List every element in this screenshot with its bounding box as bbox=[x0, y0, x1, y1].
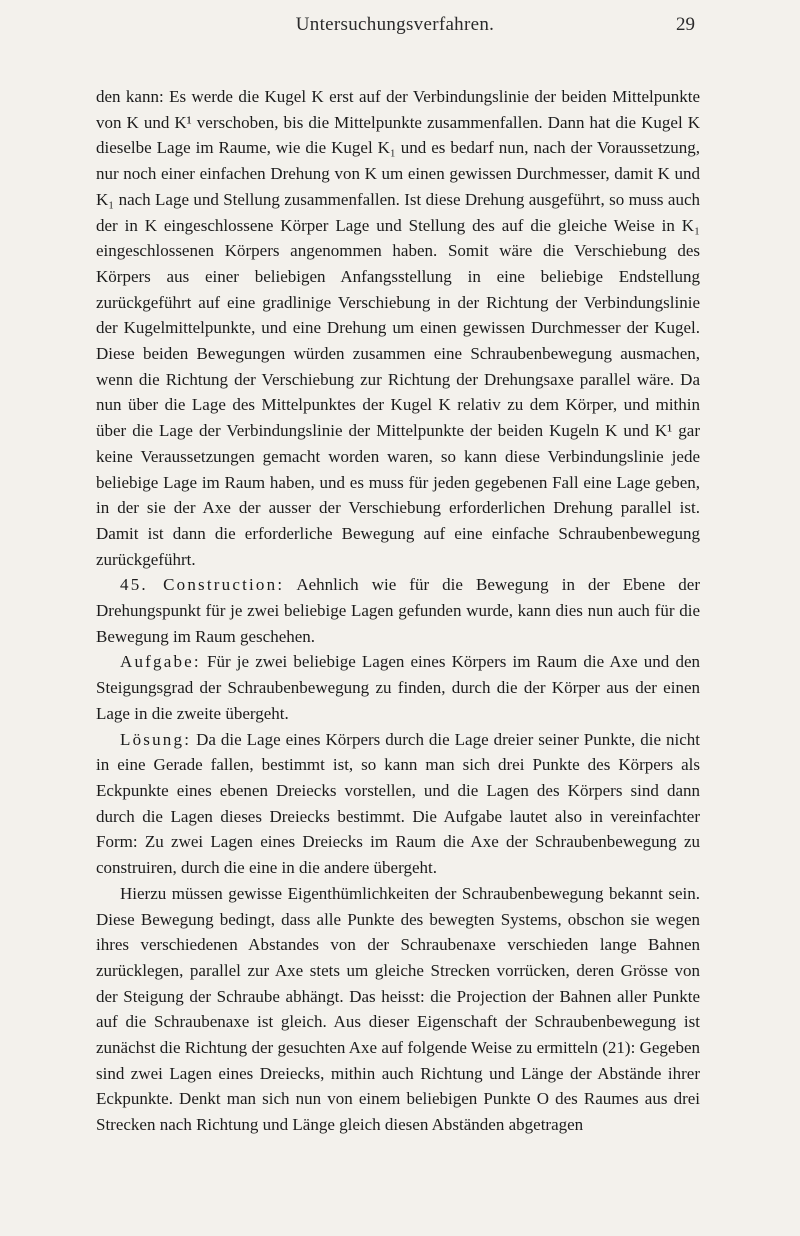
paragraph-aufgabe bbox=[96, 649, 700, 726]
running-title: Untersuchungsverfahren. bbox=[295, 14, 495, 35]
body-text bbox=[96, 84, 700, 1138]
paragraph-hierzu bbox=[96, 881, 700, 1138]
page-header bbox=[95, 14, 695, 42]
paragraph-loesung bbox=[96, 727, 700, 881]
section-heading: 45. Construction: bbox=[120, 575, 285, 595]
paragraph-text: Da die Lage eines Körpers durch die Lage dreier seiner Punkte, die nicht in eine Gerade fallen, bestimmt ist, so kann man sich drei Punkte des Körpers als Eckpunkte eines ebenen Dreiecks vorstellen, und die Lagen des Körpers sind dann durch die Lagen dieses Dreiecks bestimmt. Die Aufgabe lautet also in vereinfachter Form: Zu zwei Lagen eines Dreiecks im Raum die Axe der Schraubenbewegung zu construiren, durch die eine in die andere übergeht. bbox=[96, 729, 700, 878]
aufgabe-label: Aufgabe: bbox=[120, 652, 201, 672]
paragraph-text: den kann: Es werde die Kugel K erst auf der Verbindungslinie der beiden Mittelpunkte von K und K¹ verschoben, bis die Mittelpunkte zusammenfallen. Dann hat die Kugel K dieselbe Lage im Raume, wie die Kugel K₁ und es bedarf nun, nach der Voraussetzung, nur noch einer einfachen Drehung von K um einen gewissen Durchmesser, damit K und K₁ nach Lage und Stellung zusammenfallen. Ist diese Drehung ausgeführt, so muss auch der in K eingeschlossene Körper Lage und Stellung des auf die gleiche Weise in K₁ eingeschlossenen Körpers angenommen haben. Somit wäre die Verschiebung des Körpers aus einer beliebigen Anfangsstellung in eine beliebige Endstellung zurückgeführt auf eine gradlinige Verschiebung in der Richtung der Verbindungslinie der Kugelmittelpunkte, und eine Drehung um einen gewissen Durchmesser der Kugel. Diese beiden Bewegungen würden zusammen eine Schraubenbewegung ausmachen, wenn die Richtung der Verschiebung zur Richtung der Drehungsaxe parallel wäre. Da nun über die Lage des Mittelpunktes der Kugel K relativ zu dem Körper, und mithin über die Lage der Verbindungslinie der Mittelpunkte der beiden Kugeln K und K¹ gar keine Veraussetzungen gemacht worden waren, so kann diese Verbindungslinie jede beliebige Lage im Raum haben, und es muss für jeden gegebenen Fall eine Lage geben, in der sie der Axe der ausser der Verschiebung erforderlichen Drehung parallel ist. Damit ist dann die erforderliche Bewegung auf eine einfache Schraubenbewegung zurückgeführt. bbox=[96, 87, 700, 569]
loesung-label: Lösung: bbox=[120, 729, 192, 749]
paragraph-construction bbox=[96, 572, 700, 649]
paragraph-text: Für je zwei beliebige Lagen eines Körpers im Raum die Axe und den Steigungsgrad der Schraubenbewegung zu finden, durch die der Körper aus der einen Lage in die zweite übergeht. bbox=[96, 652, 700, 723]
paragraph-text: Aehnlich wie für die Bewegung in der Ebene der Drehungspunkt für je zwei beliebige Lagen gefunden wurde, kann dies nun auch für die Bewegung im Raum geschehen. bbox=[96, 575, 700, 646]
page-number: 29 bbox=[676, 14, 695, 35]
paragraph-continuation bbox=[96, 84, 700, 572]
paragraph-text: Hierzu müssen gewisse Eigenthümlichkeiten der Schraubenbewegung bekannt sein. Diese Bewegung bedingt, dass alle Punkte des bewegten Systems, obschon sie wegen ihres verschiedenen Abstandes von der Schraubenaxe verschieden lange Bahnen zurücklegen, parallel zur Axe stets um gleiche Strecken vorrücken, deren Grösse von der Steigung der Schraube abhängt. Das heisst: die Projection der Bahnen aller Punkte auf die Schraubenaxe ist gleich. Aus dieser Eigenschaft der Schraubenbewegung ist zunächst die Richtung der gesuchten Axe auf folgende Weise zu ermitteln (21): Gegeben sind zwei Lagen eines Dreiecks, mithin auch Richtung und Länge der Abstände ihrer Eckpunkte. Denkt man sich nun von einem beliebigen Punkte O des Raumes aus drei Strecken nach Richtung und Länge gleich diesen Abständen abgetragen bbox=[96, 883, 700, 1135]
